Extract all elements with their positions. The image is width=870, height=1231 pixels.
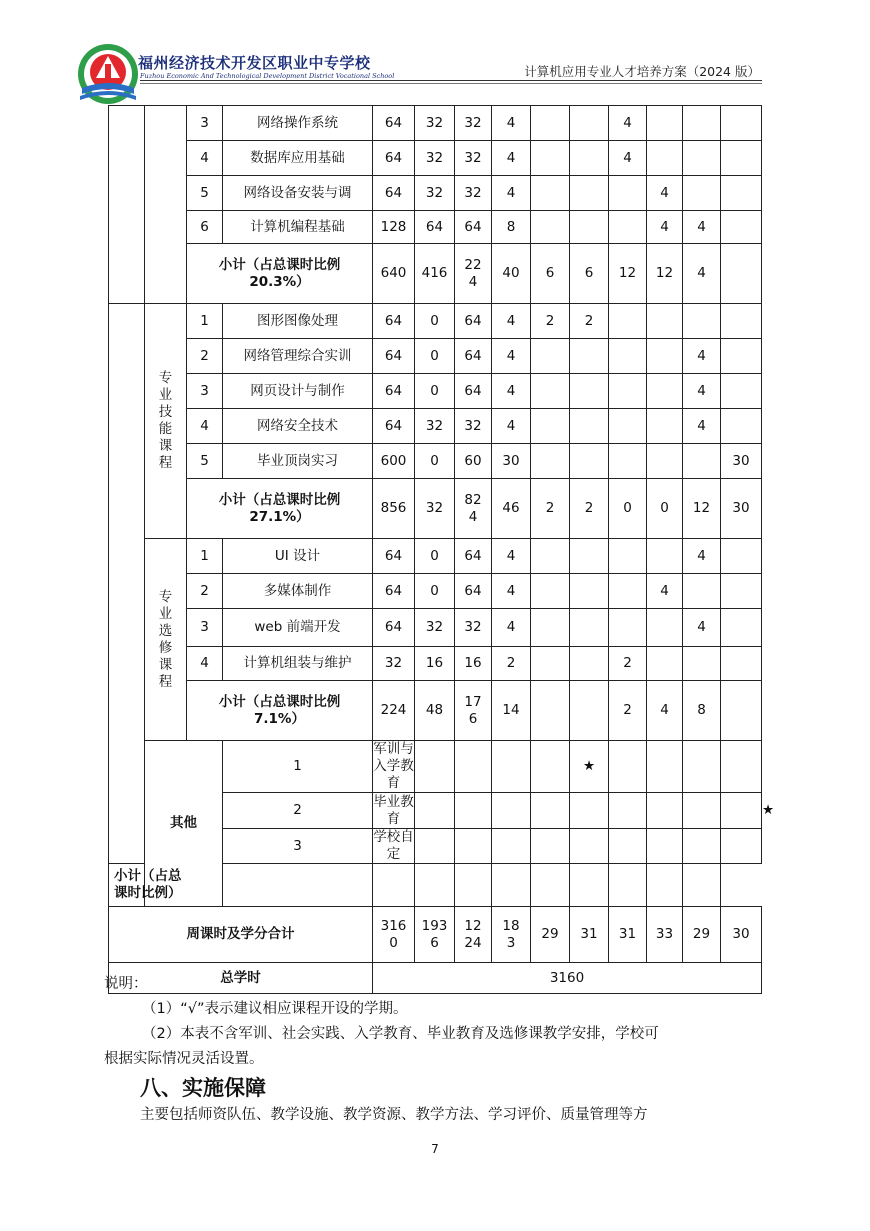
value-cell: 29 <box>683 907 721 963</box>
value-cell <box>531 374 570 409</box>
value-cell: 64 <box>373 539 415 574</box>
category-cell-outer <box>109 106 145 304</box>
value-cell <box>455 829 492 864</box>
value-cell: 60 <box>455 444 492 479</box>
value-cell: 4 <box>492 176 531 211</box>
value-cell <box>570 211 609 244</box>
value-cell: 4 <box>647 211 683 244</box>
value-cell <box>609 741 647 793</box>
value-cell: 17 6 <box>455 681 492 741</box>
total-hours-value: 3160 <box>373 963 762 994</box>
value-cell: 4 <box>492 409 531 444</box>
value-cell: 600 <box>373 444 415 479</box>
value-cell <box>609 409 647 444</box>
value-cell: 2 <box>609 681 647 741</box>
row-number: 4 <box>187 409 223 444</box>
value-cell <box>683 793 721 829</box>
value-cell: 0 <box>415 574 455 609</box>
value-cell: 8 <box>492 211 531 244</box>
value-cell <box>531 864 570 907</box>
value-cell: 32 <box>415 106 455 141</box>
value-cell <box>570 374 609 409</box>
value-cell: 22 4 <box>455 244 492 304</box>
value-cell: 4 <box>609 141 647 176</box>
course-name: 网络设备安装与调 <box>223 176 373 211</box>
value-cell <box>647 304 683 339</box>
value-cell <box>492 741 531 793</box>
school-logo <box>76 42 140 106</box>
value-cell <box>415 829 455 864</box>
value-cell: 64 <box>373 574 415 609</box>
course-name: 学校自定 <box>373 829 414 862</box>
value-cell: 416 <box>415 244 455 304</box>
value-cell: 4 <box>492 106 531 141</box>
value-cell: 48 <box>415 681 455 741</box>
value-cell: 0 <box>609 479 647 539</box>
value-cell: 224 <box>373 681 415 741</box>
value-cell: 64 <box>455 304 492 339</box>
value-cell: 64 <box>373 106 415 141</box>
value-cell: 4 <box>683 374 721 409</box>
value-cell: 32 <box>415 609 455 647</box>
value-cell: 4 <box>683 409 721 444</box>
value-cell: 64 <box>373 304 415 339</box>
value-cell <box>721 304 762 339</box>
course-name: 网络操作系统 <box>223 106 373 141</box>
value-cell: 0 <box>415 444 455 479</box>
value-cell: 4 <box>492 304 531 339</box>
value-cell: 4 <box>683 211 721 244</box>
table-row <box>109 741 762 793</box>
value-cell <box>721 793 762 829</box>
value-cell <box>531 339 570 374</box>
value-cell <box>609 444 647 479</box>
value-cell: 32 <box>415 479 455 539</box>
value-cell <box>455 741 492 793</box>
subtotal-label-line1: 小计（占总课时比例 <box>218 256 341 273</box>
value-cell: 2 <box>570 479 609 539</box>
value-cell: 856 <box>373 479 415 539</box>
table-row <box>109 907 762 963</box>
value-cell <box>647 339 683 374</box>
value-cell <box>609 176 647 211</box>
subtotal-label-line2: 27.1%） <box>249 508 310 525</box>
note-2-cont: 根据实际情况灵活设置。 <box>104 1051 264 1067</box>
value-cell: 32 <box>373 647 415 681</box>
value-cell <box>683 176 721 211</box>
subtotal-label: 小计（占总课时比例） <box>109 864 187 907</box>
value-cell <box>721 681 762 741</box>
value-cell <box>683 574 721 609</box>
value-cell <box>683 444 721 479</box>
value-cell <box>647 409 683 444</box>
value-cell <box>455 793 492 829</box>
category-cell-a <box>145 106 187 304</box>
value-cell: 4 <box>609 106 647 141</box>
note-1: （1）“√”表示建议相应课程开设的学期。 <box>142 1001 408 1017</box>
value-cell: 29 <box>531 907 570 963</box>
value-cell <box>570 409 609 444</box>
value-cell: 0 <box>647 479 683 539</box>
value-cell <box>570 647 609 681</box>
value-cell: 32 <box>455 409 492 444</box>
value-cell <box>570 574 609 609</box>
value-cell <box>683 141 721 176</box>
course-name: 军训与入学教育 <box>373 741 414 791</box>
subtotal-label-line2: 7.1%） <box>254 710 305 727</box>
course-name: 网页设计与制作 <box>223 374 373 409</box>
value-cell <box>721 574 762 609</box>
value-cell: 30 <box>721 907 762 963</box>
value-cell <box>223 864 373 907</box>
value-cell <box>531 793 570 829</box>
value-cell <box>373 864 415 907</box>
value-cell: 64 <box>373 374 415 409</box>
value-cell <box>531 409 570 444</box>
value-cell <box>570 793 609 829</box>
value-cell <box>531 609 570 647</box>
value-cell: 4 <box>492 339 531 374</box>
value-cell <box>721 211 762 244</box>
value-cell <box>609 574 647 609</box>
value-cell <box>647 829 683 864</box>
value-cell <box>647 741 683 793</box>
value-cell <box>492 793 531 829</box>
value-cell <box>683 829 721 864</box>
value-cell: 0 <box>415 374 455 409</box>
value-cell <box>415 741 455 793</box>
header-rule <box>140 80 762 81</box>
value-cell: 40 <box>492 244 531 304</box>
value-cell <box>531 539 570 574</box>
value-cell <box>647 539 683 574</box>
table-row <box>109 574 762 609</box>
row-number: 5 <box>187 176 223 211</box>
value-cell <box>531 741 570 793</box>
school-name-en: Fuzhou Economic And Technological Development District Vocational School <box>140 72 395 80</box>
value-cell <box>609 864 647 907</box>
value-cell <box>531 211 570 244</box>
page-header <box>0 0 870 105</box>
value-cell <box>721 176 762 211</box>
value-cell: 64 <box>455 374 492 409</box>
value-cell: 4 <box>683 244 721 304</box>
value-cell <box>570 176 609 211</box>
subtotal-label <box>187 244 373 304</box>
row-number: 2 <box>187 574 223 609</box>
course-name: 计算机编程基础 <box>223 211 373 244</box>
value-cell <box>570 864 609 907</box>
value-cell: 82 4 <box>455 479 492 539</box>
table-row <box>109 409 762 444</box>
value-cell <box>531 141 570 176</box>
value-cell: 2 <box>531 479 570 539</box>
value-cell: 46 <box>492 479 531 539</box>
value-cell: 4 <box>683 609 721 647</box>
body-paragraph: 主要包括师资队伍、教学设施、教学资源、教学方法、学习评价、质量管理等方 <box>140 1107 648 1123</box>
value-cell: 32 <box>455 176 492 211</box>
table-row <box>109 106 762 141</box>
value-cell <box>609 539 647 574</box>
value-cell: 32 <box>415 141 455 176</box>
value-cell: 32 <box>415 409 455 444</box>
course-name: 图形图像处理 <box>223 304 373 339</box>
value-cell <box>492 829 531 864</box>
value-cell <box>647 106 683 141</box>
table-row <box>109 647 762 681</box>
value-cell <box>647 141 683 176</box>
value-cell <box>609 609 647 647</box>
value-cell <box>455 864 492 907</box>
value-cell: 64 <box>373 339 415 374</box>
value-cell: 2 <box>570 304 609 339</box>
group-label-elective: 专 业 选 修 课 程 <box>145 539 187 741</box>
table-row <box>109 681 762 741</box>
value-cell: 4 <box>492 609 531 647</box>
value-cell <box>415 793 455 829</box>
value-cell: 12 24 <box>455 907 492 963</box>
value-cell <box>683 304 721 339</box>
value-cell: 32 <box>455 609 492 647</box>
course-name: UI 设计 <box>223 539 373 574</box>
value-cell <box>609 829 647 864</box>
row-number: 1 <box>187 304 223 339</box>
value-cell: 6 <box>531 244 570 304</box>
value-cell <box>721 244 762 304</box>
value-cell <box>721 106 762 141</box>
row-number: 4 <box>187 647 223 681</box>
value-cell <box>492 864 531 907</box>
row-number: 2 <box>187 339 223 374</box>
notes <box>104 972 774 1072</box>
course-name: 多媒体制作 <box>223 574 373 609</box>
value-cell <box>647 374 683 409</box>
value-cell: 2 <box>492 647 531 681</box>
subtotal-label <box>187 681 373 741</box>
value-cell <box>415 864 455 907</box>
value-cell <box>570 681 609 741</box>
value-cell: 4 <box>647 176 683 211</box>
document-title: 计算机应用专业人才培养方案（2024 版） <box>524 64 760 79</box>
value-cell: 64 <box>373 609 415 647</box>
course-plan-table <box>108 105 775 994</box>
subtotal-label <box>187 479 373 539</box>
value-cell <box>683 106 721 141</box>
course-name: 网络管理综合实训 <box>223 339 373 374</box>
page-number: 7 <box>431 1142 439 1156</box>
course-name: 网络安全技术 <box>223 409 373 444</box>
subtotal-label-line1: 小计（占总课时比例 <box>218 693 341 710</box>
value-cell <box>570 106 609 141</box>
table-row <box>109 211 762 244</box>
value-cell <box>570 444 609 479</box>
total-hours-label: 总学时 <box>109 963 373 994</box>
value-cell: 64 <box>455 211 492 244</box>
value-cell <box>609 374 647 409</box>
value-cell: 2 <box>531 304 570 339</box>
value-cell: 316 0 <box>373 907 415 963</box>
course-name: web 前端开发 <box>223 609 373 647</box>
row-number: 1 <box>223 741 373 793</box>
weekly-total-label: 周课时及学分合计 <box>109 907 373 963</box>
course-name: 数据库应用基础 <box>223 141 373 176</box>
value-cell <box>721 141 762 176</box>
table-row <box>109 609 762 647</box>
value-cell <box>609 339 647 374</box>
value-cell <box>721 609 762 647</box>
value-cell: 30 <box>492 444 531 479</box>
value-cell: 32 <box>455 106 492 141</box>
value-cell: 31 <box>570 907 609 963</box>
value-cell: 16 <box>455 647 492 681</box>
value-cell: 4 <box>492 574 531 609</box>
course-name: 毕业顶岗实习 <box>223 444 373 479</box>
value-cell <box>531 574 570 609</box>
section-heading: 八、实施保障 <box>140 1076 266 1100</box>
value-cell <box>721 339 762 374</box>
value-cell <box>647 444 683 479</box>
value-cell: 64 <box>455 339 492 374</box>
group-label-professional-skills: 专 业 技 能 课 程 <box>145 304 187 539</box>
value-cell: 30 <box>721 479 762 539</box>
value-cell <box>531 829 570 864</box>
value-cell: 4 <box>647 681 683 741</box>
row-number: 3 <box>187 106 223 141</box>
value-cell <box>570 609 609 647</box>
row-number: 3 <box>187 374 223 409</box>
header-rule-thin <box>140 83 762 84</box>
value-cell: 128 <box>373 211 415 244</box>
value-cell <box>721 647 762 681</box>
course-name: 计算机组装与维护 <box>223 647 373 681</box>
value-cell: 16 <box>415 647 455 681</box>
value-cell: 12 <box>609 244 647 304</box>
value-cell: 640 <box>373 244 415 304</box>
table-row <box>109 339 762 374</box>
value-cell: 0 <box>415 339 455 374</box>
row-number: 6 <box>187 211 223 244</box>
value-cell <box>609 304 647 339</box>
value-cell: 4 <box>492 374 531 409</box>
table-row <box>109 141 762 176</box>
value-cell: 0 <box>415 539 455 574</box>
row-number: 3 <box>223 829 373 864</box>
value-cell <box>647 609 683 647</box>
table-row: 2 毕业教育 ★ <box>109 793 762 829</box>
value-cell <box>647 793 683 829</box>
subtotal-label-line1: 小计（占总课时比例 <box>218 491 341 508</box>
value-cell <box>609 211 647 244</box>
value-cell <box>531 647 570 681</box>
row-number: 1 <box>187 539 223 574</box>
value-cell: ★ <box>570 741 609 793</box>
value-cell: 31 <box>609 907 647 963</box>
value-cell <box>683 741 721 793</box>
table-row <box>109 539 762 574</box>
note-2: （2）本表不含军训、社会实践、入学教育、毕业教育及选修课教学安排，学校可 <box>142 1026 659 1042</box>
value-cell: 64 <box>373 176 415 211</box>
value-cell: 64 <box>455 574 492 609</box>
value-cell: 12 <box>647 244 683 304</box>
value-cell: 4 <box>492 141 531 176</box>
value-cell: 64 <box>415 211 455 244</box>
value-cell: 33 <box>647 907 683 963</box>
table-row <box>109 374 762 409</box>
table-row <box>109 176 762 211</box>
value-cell <box>721 409 762 444</box>
value-cell: 32 <box>415 176 455 211</box>
row-number: 3 <box>187 609 223 647</box>
value-cell: 193 6 <box>415 907 455 963</box>
value-cell: 0 <box>415 304 455 339</box>
value-cell: 64 <box>455 539 492 574</box>
value-cell: 4 <box>683 339 721 374</box>
value-cell <box>570 539 609 574</box>
value-cell <box>721 539 762 574</box>
value-cell: 14 <box>492 681 531 741</box>
value-cell: 32 <box>455 141 492 176</box>
row-number: 2 <box>223 793 373 829</box>
value-cell: 12 <box>683 479 721 539</box>
value-cell: 18 3 <box>492 907 531 963</box>
value-cell <box>721 741 762 793</box>
value-cell <box>570 829 609 864</box>
row-number: 5 <box>187 444 223 479</box>
value-cell: 6 <box>570 244 609 304</box>
value-cell <box>609 793 647 829</box>
value-cell: 4 <box>492 539 531 574</box>
course-name: 毕业教育 <box>373 793 414 827</box>
value-cell: 2 <box>609 647 647 681</box>
value-cell <box>531 106 570 141</box>
value-cell: 30 <box>721 444 762 479</box>
table-row <box>109 479 762 539</box>
value-cell: 4 <box>647 574 683 609</box>
notes-title: 说明： <box>104 976 148 992</box>
table-row <box>109 244 762 304</box>
value-cell <box>647 647 683 681</box>
table-row <box>109 444 762 479</box>
value-cell: 4 <box>683 539 721 574</box>
group-label-other: 其他 <box>145 741 223 907</box>
subtotal-label-line2: 20.3%） <box>249 273 310 290</box>
value-cell <box>721 374 762 409</box>
category-cell-outer <box>109 304 145 864</box>
value-cell <box>721 829 762 864</box>
value-cell <box>683 864 721 907</box>
value-cell <box>531 444 570 479</box>
value-cell <box>570 141 609 176</box>
row-number: 4 <box>187 141 223 176</box>
school-name-cn: 福州经济技术开发区职业中专学校 <box>138 54 371 72</box>
value-cell: 8 <box>683 681 721 741</box>
value-cell: 64 <box>373 141 415 176</box>
value-cell <box>647 864 683 907</box>
table-row <box>109 304 762 339</box>
value-cell: 64 <box>373 409 415 444</box>
value-cell <box>531 176 570 211</box>
value-cell <box>683 647 721 681</box>
value-cell <box>531 681 570 741</box>
value-cell <box>570 339 609 374</box>
